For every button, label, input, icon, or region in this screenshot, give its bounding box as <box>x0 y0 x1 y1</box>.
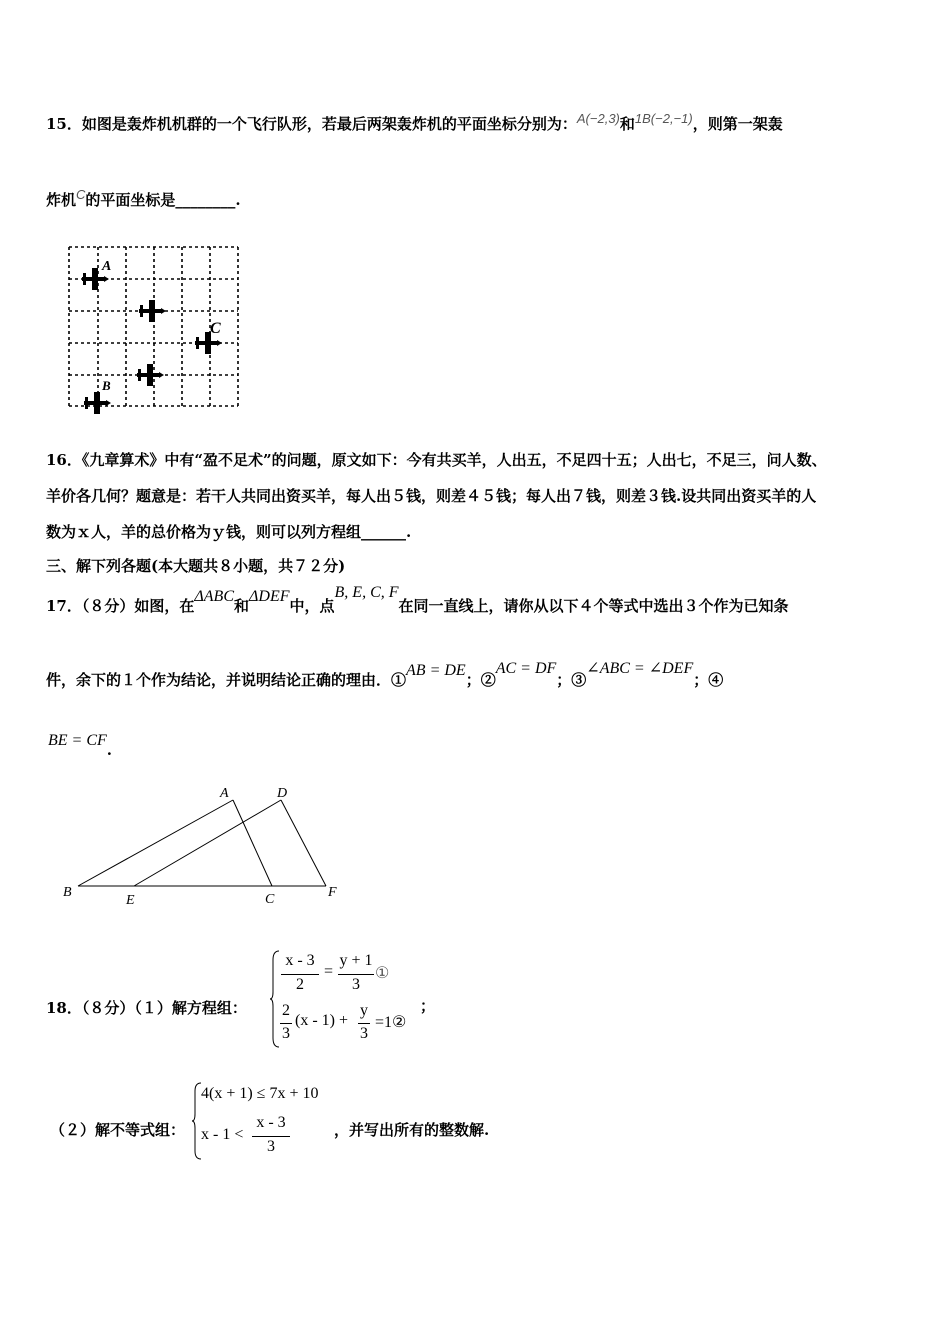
q17-line3 <box>48 730 113 759</box>
sys1-eq1-left-den: 2 <box>296 976 304 993</box>
sys1-eq1-right-bar <box>338 974 374 975</box>
sys1-eq1-equals: = <box>324 963 334 980</box>
plane-middle-icon <box>139 300 166 322</box>
q16-line2: 羊价各几何？题意是：若干人共同出资买羊，每人出５钱，则差４５钱；每人出７钱，则差３钱.设共同出资买羊的人 <box>46 487 817 505</box>
sys2-inequality-2-den: 3 <box>267 1138 275 1155</box>
sys1-eq1-left-bar <box>281 974 319 975</box>
sys1-eq2-a-bar <box>280 1023 292 1024</box>
sys2-inequality-2-bar <box>252 1136 290 1137</box>
q17-triangle-figure <box>60 784 350 908</box>
q17-eq1: AB = DE <box>406 662 466 679</box>
q17-eq4: BE = CF <box>48 732 107 749</box>
plane-b-icon <box>84 392 111 414</box>
q18-label1: 18．（８分）（１）解方程组： <box>46 999 247 1017</box>
q16-line1: 16．《九章算术》中有“盈不足术”的问题，原文如下：今有共买羊，人出五，不足四十五；人出七，不足三，问人数、 <box>46 451 827 469</box>
q15-text-prefix: 15．如图是轰炸机机群的一个飞行队形，若最后两架轰炸机的平面坐标分别为： <box>46 115 577 133</box>
q15-line1 <box>46 111 783 135</box>
q18-label2: （２）解不等式组： <box>50 1121 186 1139</box>
sys1-eq2-a-num: 2 <box>282 1002 290 1019</box>
q15-line2-suffix: 的平面坐标是________. <box>85 191 241 209</box>
q18-semicolon: ； <box>420 997 436 1015</box>
sys1-eq1-mark: ① <box>375 965 390 982</box>
q17-eq3: ∠ABC = ∠DEF <box>586 660 694 677</box>
q15-text-suffix: ，则第一架轰 <box>692 115 783 133</box>
vertex-label-f: F <box>328 885 337 900</box>
sys1-eq2-b-num: y <box>360 1002 368 1019</box>
q17-text-5: 件，余下的１个作为结论，并说明结论正确的理由．① <box>46 671 407 689</box>
sys1-eq2-a-den: 3 <box>282 1025 290 1042</box>
sys1-eq2-mid: (x - 1) + <box>295 1012 349 1029</box>
q17-sep1: ；② <box>465 671 496 689</box>
vertex-label-b: B <box>63 885 72 900</box>
section3-title: 三、解下列各题(本大题共８小题，共７２分) <box>46 557 346 575</box>
plane-label-a: A <box>102 259 112 274</box>
q15-connector: 和 <box>619 115 635 133</box>
q17-sep2: ；③ <box>556 671 587 689</box>
q15-coord-b: 1B(−2,−1) <box>634 111 693 126</box>
sys2-inequality-1: 4(x + 1) ≤ 7x + 10 <box>201 1085 319 1102</box>
vertex-label-d: D <box>277 786 288 801</box>
vertex-label-c: C <box>265 892 275 907</box>
q17-eq2: AC = DF <box>495 660 557 677</box>
q17-text-1: 17．（８分）如图，在 <box>46 597 195 615</box>
sys1-eq1-right-num: y + 1 <box>339 952 373 969</box>
q17-line2 <box>46 660 724 691</box>
q17-text-3: 中，点 <box>289 597 335 615</box>
plane-lower-icon <box>137 364 164 386</box>
q15-line2 <box>46 187 241 211</box>
sys1-eq2-b-den: 3 <box>360 1025 368 1042</box>
q17-points: B, E, C, F <box>334 584 399 601</box>
q16-line3: 数为ｘ人，羊的总价格为ｙ钱，则可以列方程组______. <box>46 523 412 541</box>
vertex-label-e: E <box>126 893 135 908</box>
sys2-inequality-2-num: x - 3 <box>256 1114 286 1131</box>
q17-end: . <box>106 741 113 759</box>
q15-coord-a: A(−2,3) <box>576 111 620 126</box>
sys1-eq1-right-den: 3 <box>352 976 360 993</box>
plane-label-c: C <box>210 320 221 337</box>
q15-grid-figure <box>66 244 242 410</box>
q15-label-c: C <box>76 187 86 202</box>
sys2-inequality-2-left: x - 1 < <box>201 1126 244 1143</box>
sys1-eq2-rhs: =1② <box>375 1014 407 1031</box>
q17-triangle-abc: ΔABC <box>194 588 234 605</box>
q17-text-4: 在同一直线上，请你从以下４个等式中选出３个作为已知条 <box>398 597 789 615</box>
q17-text-2: 和 <box>233 597 249 615</box>
sys1-eq2-b-bar <box>358 1023 370 1024</box>
q17-triangle-def: ΔDEF <box>249 588 290 605</box>
q17-line1 <box>46 584 789 617</box>
q17-sep3: ；④ <box>693 671 724 689</box>
q18-tail: ，并写出所有的整数解. <box>334 1121 490 1139</box>
plane-label-b: B <box>102 378 111 393</box>
q15-line2-prefix: 炸机 <box>46 191 77 209</box>
vertex-label-a: A <box>220 786 229 801</box>
sys1-eq1-left-num: x - 3 <box>285 952 315 969</box>
